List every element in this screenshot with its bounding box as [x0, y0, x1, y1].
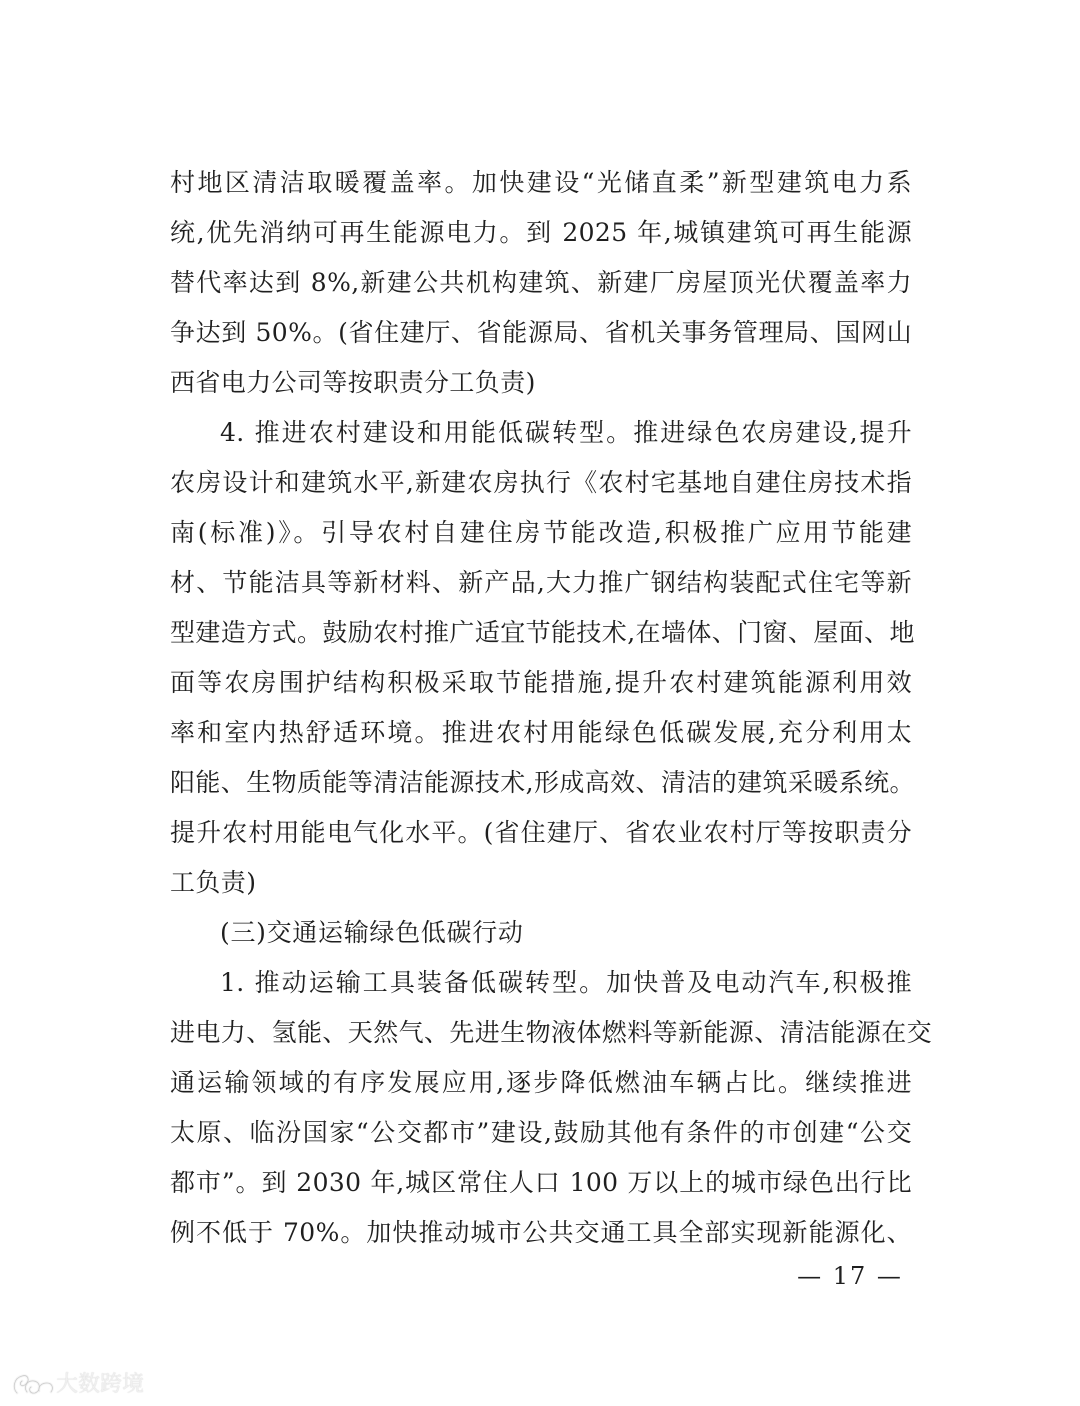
watermark — [10, 1370, 150, 1400]
body-text-line: 西省电力公司等按职责分工负责) — [170, 368, 536, 397]
body-text-line: 农房设计和建筑水平,新建农房执行《农村宅基地自建住房技术指 — [170, 468, 912, 497]
page-number: — 17 — — [797, 1262, 903, 1290]
body-text-line: 进电力、氢能、天然气、先进生物液体燃料等新能源、清洁能源在交 — [170, 1018, 933, 1047]
body-text-line: 例不低于 70%。加快推动城市公共交通工具全部实现新能源化、 — [170, 1218, 912, 1247]
body-text-line: 都市”。到 2030 年,城区常住人口 100 万以上的城市绿色出行比 — [170, 1168, 912, 1197]
body-text-line: 替代率达到 8%,新建公共机构建筑、新建厂房屋顶光伏覆盖率力 — [170, 268, 912, 297]
body-text-line: 争达到 50%。(省住建厅、省能源局、省机关事务管理局、国网山 — [170, 318, 912, 347]
body-text-line: 率和室内热舒适环境。推进农村用能绿色低碳发展,充分利用太 — [170, 718, 912, 747]
body-text-line: 村地区清洁取暖覆盖率。加快建设“光储直柔”新型建筑电力系 — [170, 168, 912, 197]
body-text-line: 统,优先消纳可再生能源电力。到 2025 年,城镇建筑可再生能源 — [170, 218, 912, 247]
body-text-line: 面等农房围护结构积极采取节能措施,提升农村建筑能源利用效 — [170, 668, 912, 697]
watermark-text: 大数跨境 — [56, 1372, 145, 1397]
paragraph-first-line: 4. 推进农村建设和用能低碳转型。推进绿色农房建设,提升 — [220, 418, 912, 447]
body-text-line: 阳能、生物质能等清洁能源技术,形成高效、清洁的建筑采暖系统。 — [170, 768, 915, 797]
paragraph-first-line: 1. 推动运输工具装备低碳转型。加快普及电动汽车,积极推 — [220, 968, 912, 997]
section-heading: (三)交通运输绿色低碳行动 — [220, 918, 524, 947]
body-text-line: 通运输领域的有序发展应用,逐步降低燃油车辆占比。继续推进 — [170, 1068, 912, 1097]
body-text-line: 提升农村用能电气化水平。(省住建厅、省农业农村厅等按职责分 — [170, 818, 912, 847]
body-text-line: 南(标准)》。引导农村自建住房节能改造,积极推广应用节能建 — [170, 518, 912, 547]
watermark-logo-icon — [10, 1370, 58, 1400]
body-text-line: 太原、临汾国家“公交都市”建设,鼓励其他有条件的市创建“公交 — [170, 1118, 912, 1147]
body-text-line: 工负责) — [170, 868, 257, 897]
body-text-line: 型建造方式。鼓励农村推广适宜节能技术,在墙体、门窗、屋面、地 — [170, 618, 915, 647]
body-text-line: 材、节能洁具等新材料、新产品,大力推广钢结构装配式住宅等新 — [170, 568, 912, 597]
